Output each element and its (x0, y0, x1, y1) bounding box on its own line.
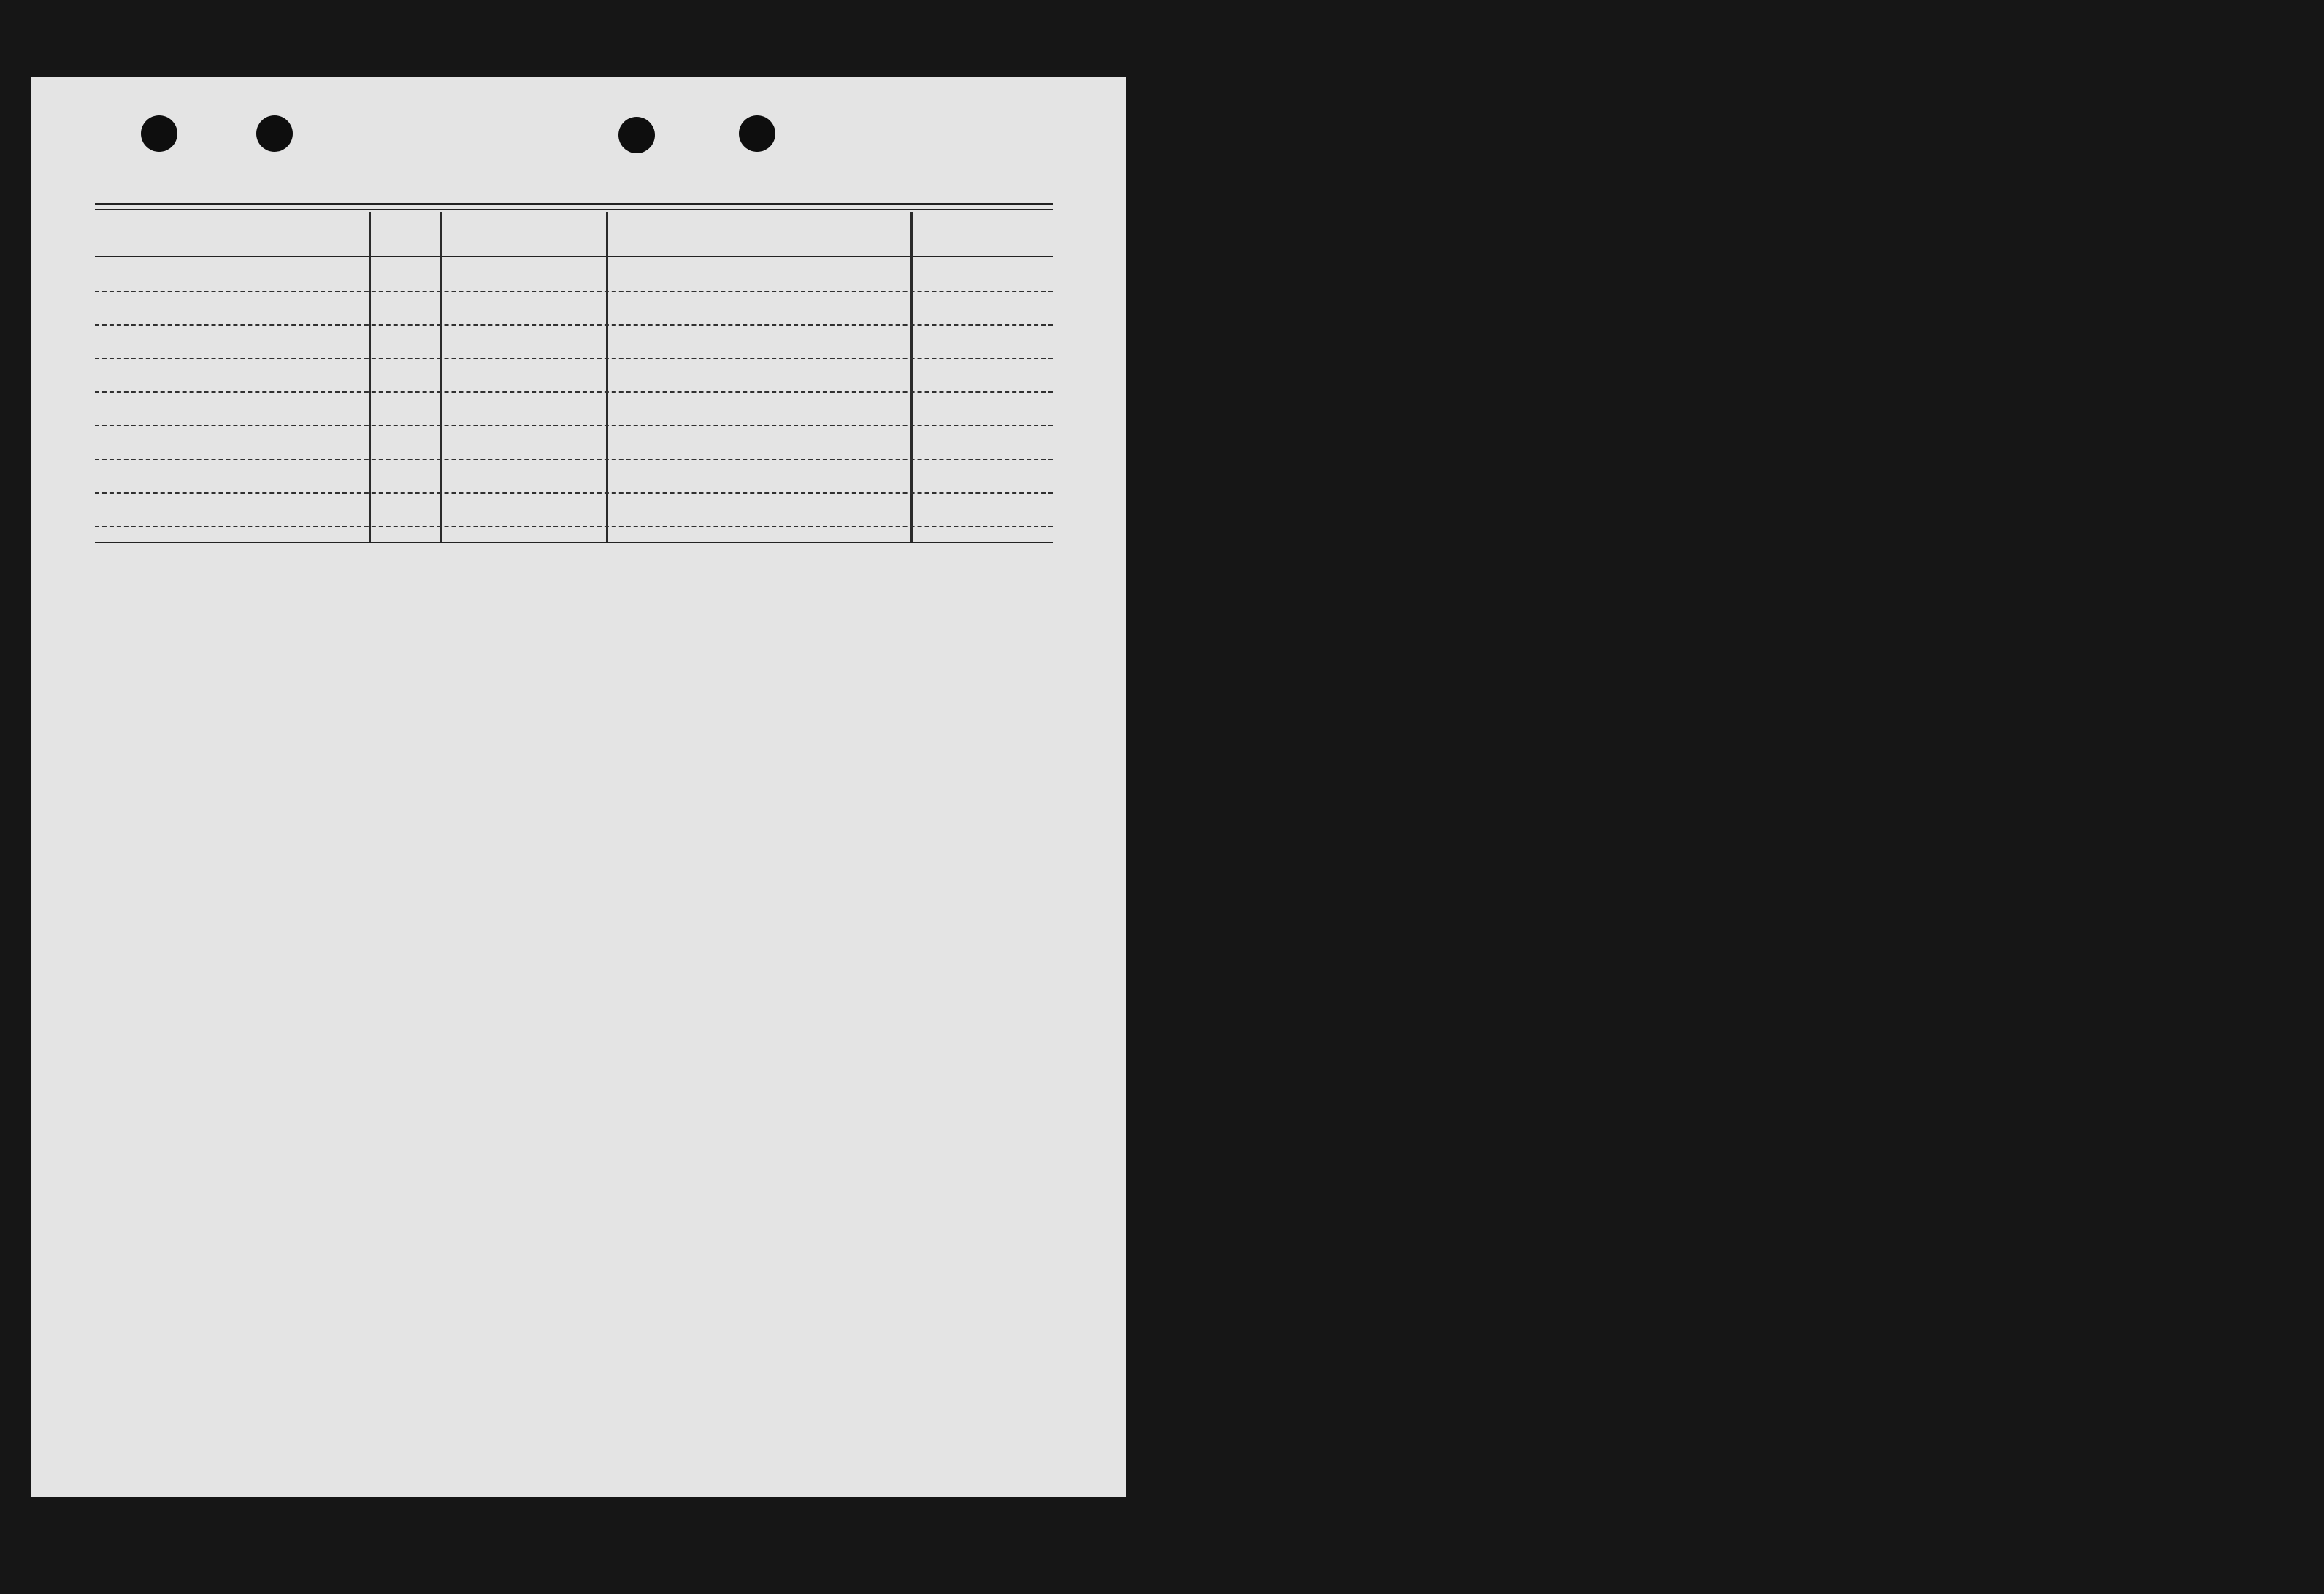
entry-line (95, 526, 1053, 527)
entry-line (95, 459, 1053, 460)
punch-hole (141, 115, 177, 152)
entry-line (95, 391, 1053, 393)
entry-line (95, 358, 1053, 359)
double-rule (95, 203, 1053, 205)
header-rule (95, 256, 1053, 257)
left-page (31, 77, 1126, 1497)
entry-line (95, 291, 1053, 292)
entry-line (95, 324, 1053, 326)
entry-line (95, 492, 1053, 494)
double-rule (95, 209, 1053, 210)
punch-hole (256, 115, 293, 152)
section-rule (95, 542, 1053, 543)
punch-hole (739, 115, 775, 152)
entry-line (95, 425, 1053, 426)
punch-hole (618, 117, 655, 153)
